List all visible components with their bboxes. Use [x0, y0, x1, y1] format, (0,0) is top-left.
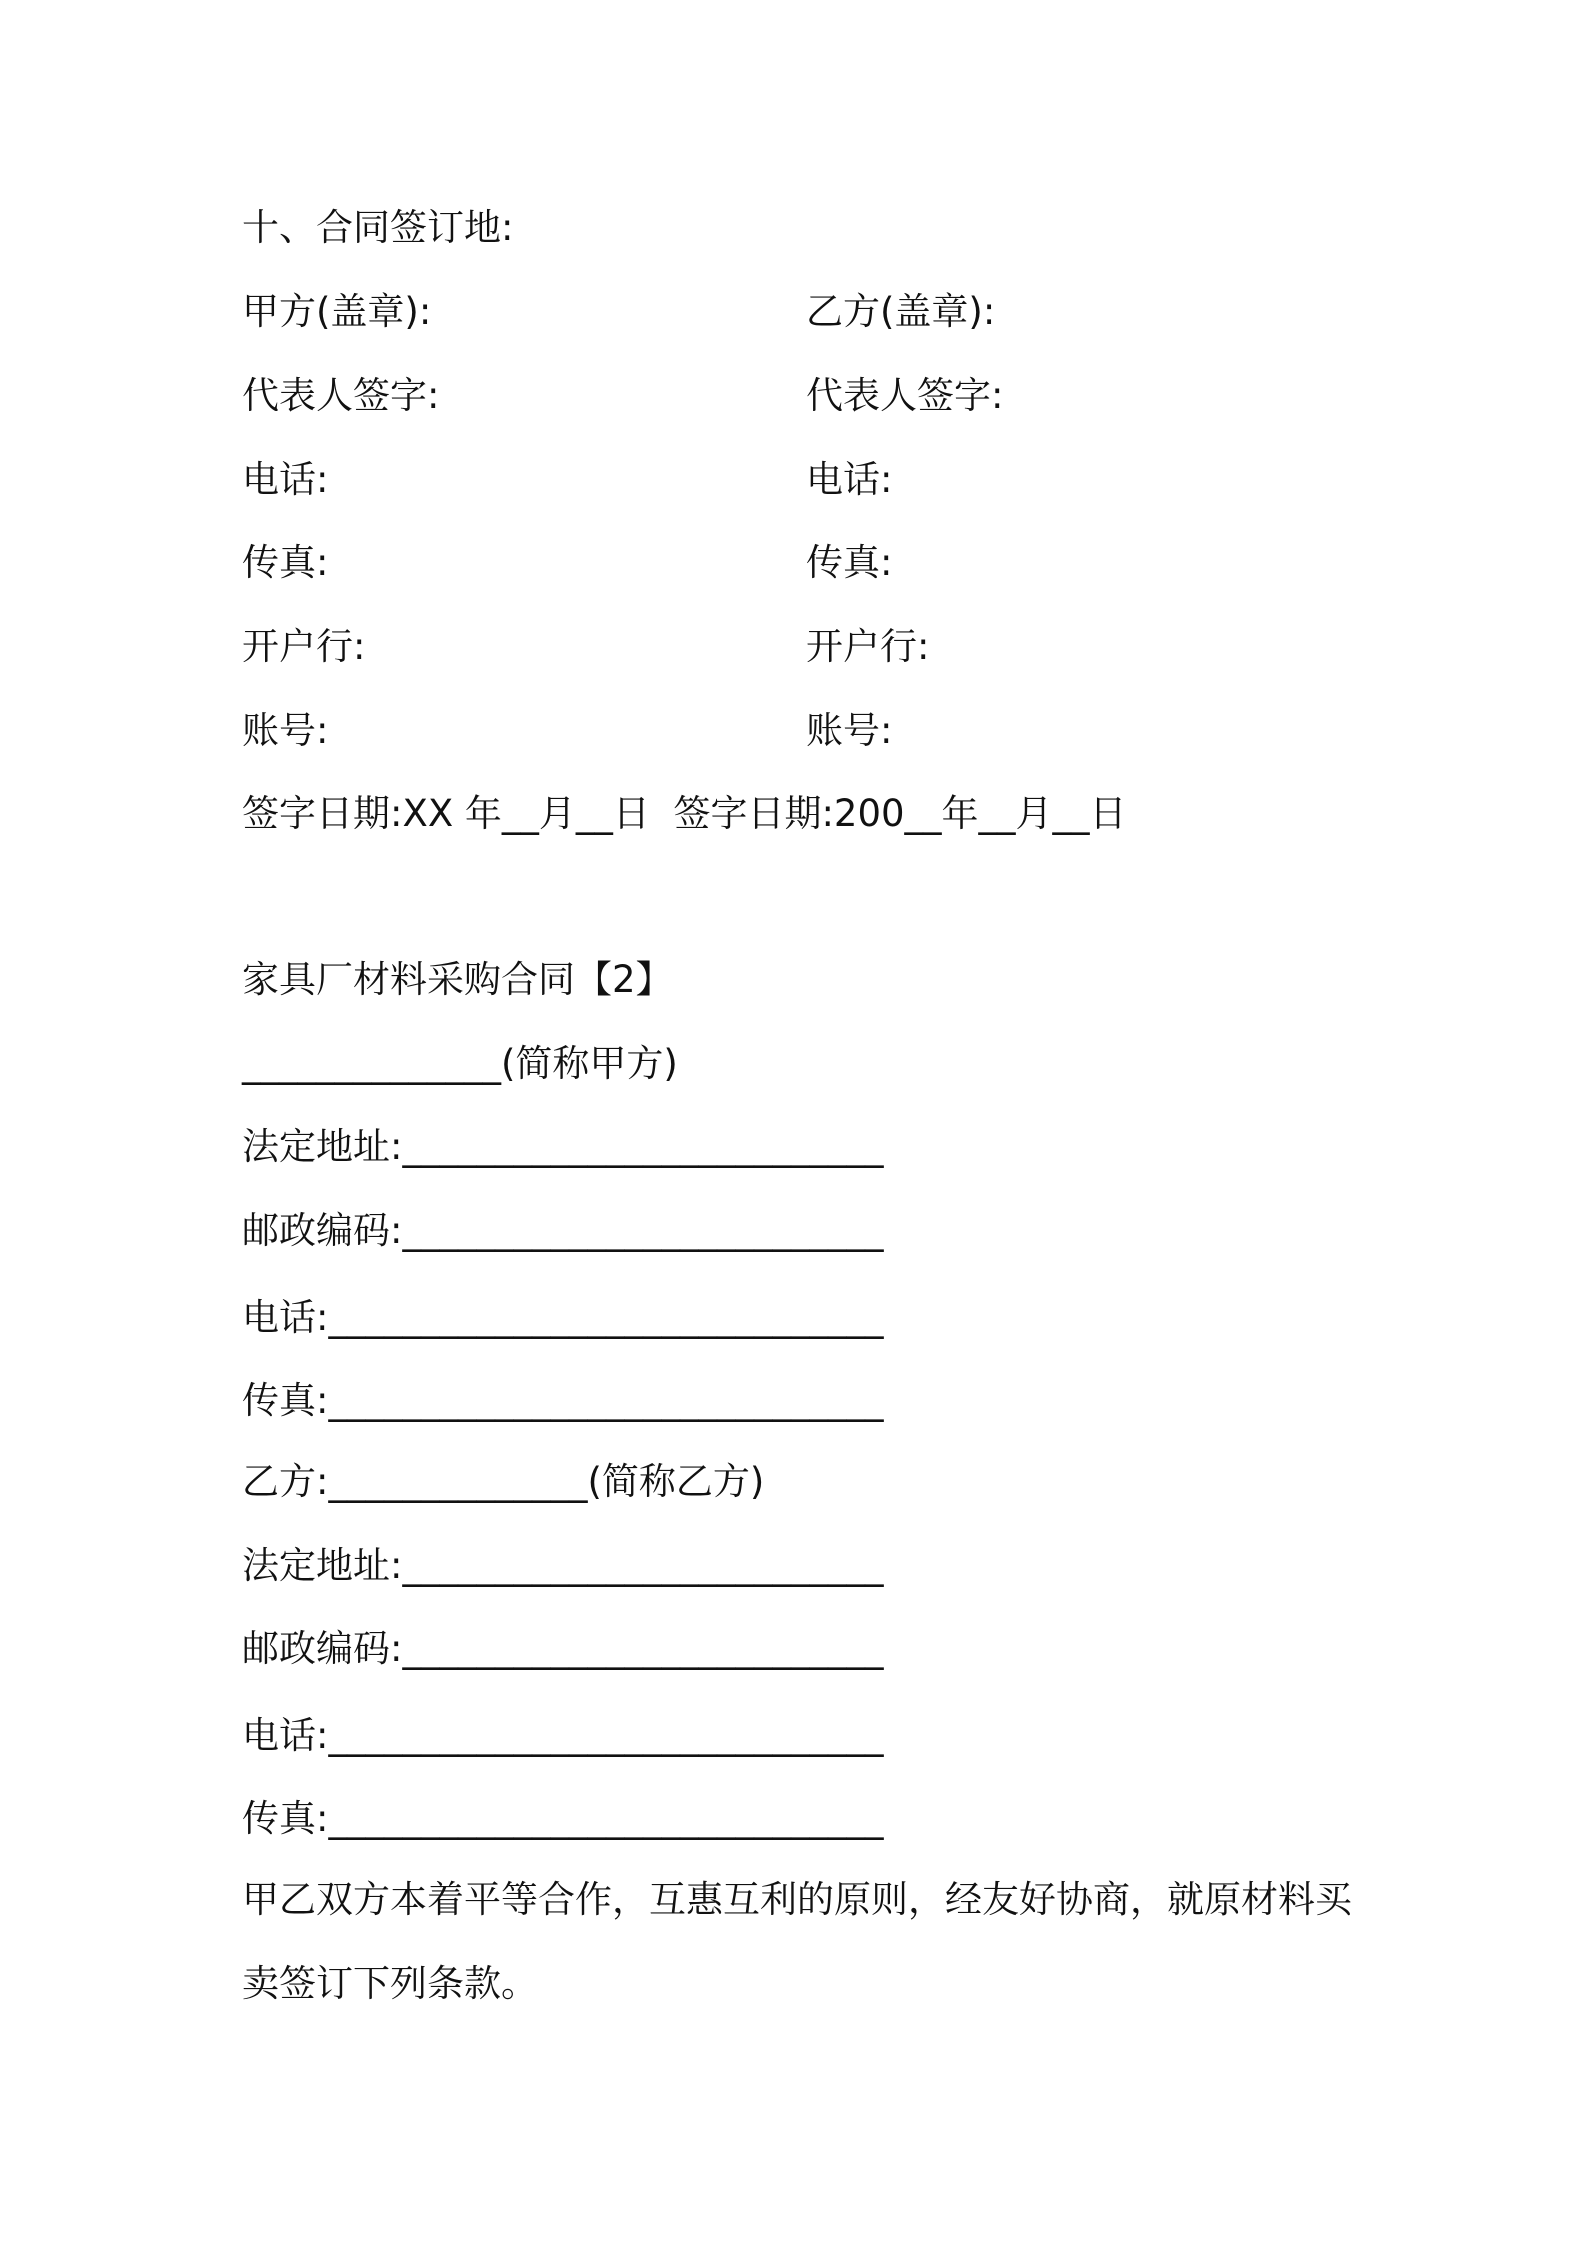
party-b-name-line: 乙方:______________(简称乙方) [242, 1460, 765, 1503]
sign-date-line: 签字日期:XX 年__月__日 签字日期:200__年__月__日 [242, 792, 1127, 835]
section-heading: 十、合同签订地: [242, 206, 514, 249]
party-b-phone-line: 电话:______________________________ [242, 1714, 884, 1757]
party-a-seal-label: 甲方(盖章): [242, 290, 432, 333]
contract-title: 家具厂材料采购合同【2】 [242, 958, 673, 1001]
party-a-bank-label: 开户行: [242, 625, 366, 668]
party-a-phone-line: 电话:______________________________ [242, 1296, 884, 1339]
preamble-paragraph-line1: 甲乙双方本着平等合作，互惠互利的原则，经友好协商，就原材料买 [242, 1878, 1352, 1921]
party-a-address-line: 法定地址:__________________________ [242, 1125, 884, 1168]
party-a-fax-label: 传真: [242, 541, 329, 584]
party-b-phone-label: 电话: [806, 458, 893, 501]
party-b-fax-line: 传真:______________________________ [242, 1797, 884, 1840]
party-b-address-line: 法定地址:__________________________ [242, 1544, 884, 1587]
party-a-name-line: ______________(简称甲方) [242, 1042, 678, 1085]
party-a-postcode-line: 邮政编码:__________________________ [242, 1209, 884, 1252]
party-a-fax-line: 传真:______________________________ [242, 1379, 884, 1422]
party-b-representative-label: 代表人签字: [806, 374, 1004, 417]
party-b-fax-label: 传真: [806, 541, 893, 584]
party-b-bank-label: 开户行: [806, 625, 930, 668]
party-b-account-label: 账号: [806, 709, 893, 752]
preamble-paragraph-line2: 卖签订下列条款。 [242, 1962, 538, 2005]
party-b-postcode-line: 邮政编码:__________________________ [242, 1627, 884, 1670]
party-a-representative-label: 代表人签字: [242, 374, 440, 417]
party-a-phone-label: 电话: [242, 458, 329, 501]
party-b-seal-label: 乙方(盖章): [806, 290, 996, 333]
party-a-account-label: 账号: [242, 709, 329, 752]
